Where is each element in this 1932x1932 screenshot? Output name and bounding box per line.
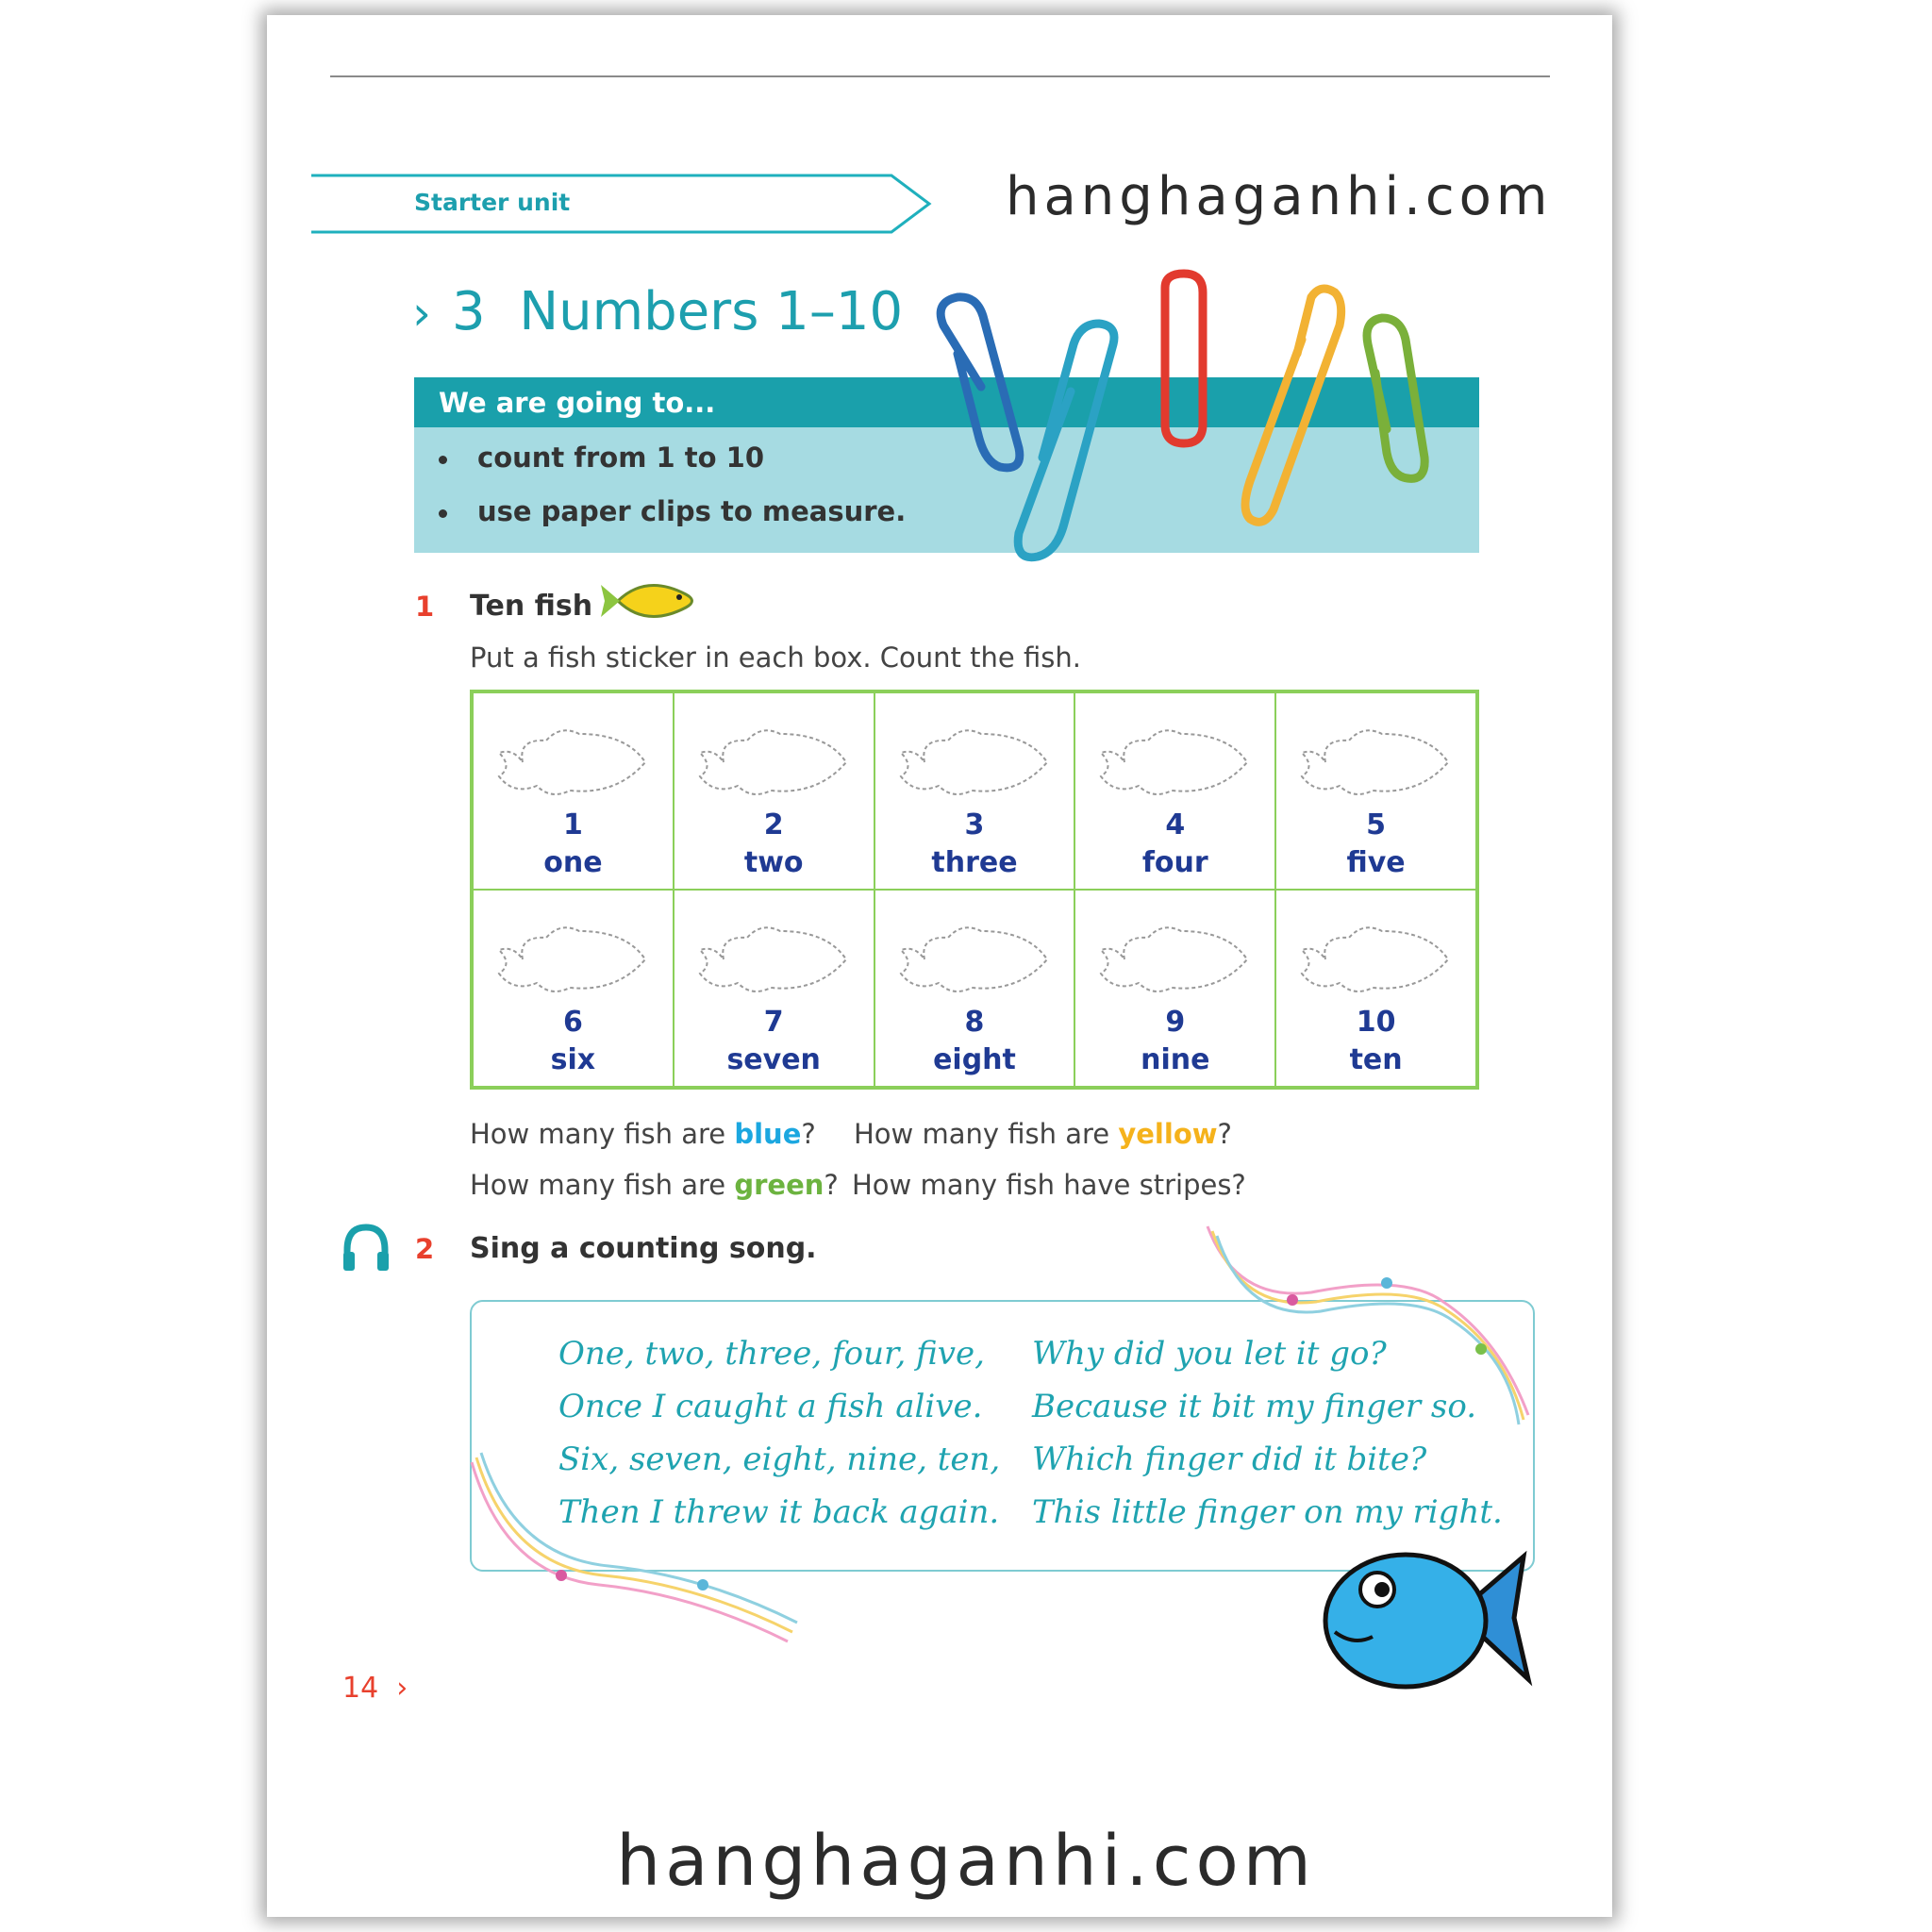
header-rule (330, 75, 1550, 77)
lyric-line: Because it bit my finger so. (1032, 1388, 1477, 1425)
green-clip (1367, 318, 1424, 478)
cell-word: one (543, 846, 603, 879)
sticker-box[interactable] (473, 890, 674, 1087)
blue-clip (941, 297, 1020, 468)
lyric-line: Six, seven, eight, nine, ten, (558, 1441, 1001, 1478)
sticker-box[interactable] (1275, 890, 1476, 1087)
cell-word: six (550, 1043, 596, 1076)
chevron-right-icon: › (412, 286, 431, 341)
cell-word: four (1141, 846, 1208, 879)
cell-word: seven (726, 1043, 821, 1076)
goal-item: use paper clips to measure. (439, 495, 906, 527)
sticker-box[interactable] (1074, 692, 1275, 890)
cell-number: 1 (562, 808, 583, 841)
lyric-line: Then I threw it back again. (558, 1493, 1000, 1531)
blue-fish-illustration (1316, 1538, 1533, 1703)
cell-number: 5 (1366, 808, 1387, 841)
question-yellow: How many fish are yellow? (854, 1118, 1232, 1150)
lyric-line: One, two, three, four, five, (558, 1335, 985, 1373)
exercise-2-title: Sing a counting song. (470, 1232, 817, 1265)
lyric-line: Which finger did it bite? (1032, 1441, 1427, 1478)
lesson-title-text: Numbers 1–10 (519, 281, 904, 342)
cell-word: two (743, 846, 804, 879)
fish-sticker-grid (470, 690, 1479, 1090)
fish-outline-icon (494, 917, 650, 1002)
unit-banner (311, 173, 934, 235)
fish-outline-icon (1096, 720, 1252, 805)
exercise-1-title: Ten fish (470, 590, 593, 623)
exercise-1-instruction: Put a fish sticker in each box. Count the fish. (470, 641, 1081, 674)
fish-outline-icon (1297, 720, 1453, 805)
cell-word: five (1346, 846, 1406, 879)
cell-number: 7 (763, 1006, 784, 1039)
cell-word: three (931, 846, 1018, 879)
sticker-box[interactable] (1074, 890, 1275, 1087)
red-clip (1165, 274, 1203, 443)
lesson-title (412, 281, 903, 342)
music-notes-decoration (1198, 1217, 1538, 1434)
cell-word: nine (1141, 1043, 1210, 1076)
sticker-box[interactable] (874, 890, 1075, 1087)
lyric-line: Once I caught a fish alive. (558, 1388, 983, 1425)
cell-number: 2 (763, 808, 784, 841)
watermark-bottom: hanghaganhi.com (616, 1821, 1316, 1902)
unit-label: Starter unit (414, 189, 571, 216)
cell-word: eight (933, 1043, 1016, 1076)
yellow-clip (1245, 289, 1341, 522)
fish-outline-icon (695, 917, 851, 1002)
goal-item: count from 1 to 10 (439, 441, 764, 474)
fish-outline-icon (896, 720, 1052, 805)
question-green: How many fish are green? (470, 1169, 839, 1201)
fish-outline-icon (896, 917, 1052, 1002)
sticker-box[interactable] (674, 890, 874, 1087)
question-blue: How many fish are blue? (470, 1118, 816, 1150)
cell-number: 3 (964, 808, 985, 841)
exercise-1-number: 1 (415, 591, 435, 623)
teal-clip (1018, 324, 1114, 558)
headphones-audio-icon[interactable] (340, 1222, 392, 1274)
exercise-2-number: 2 (415, 1233, 435, 1265)
paper-clips-illustration (924, 269, 1472, 571)
yellow-fish-icon (599, 574, 703, 628)
sticker-box[interactable] (1275, 692, 1476, 890)
page-number: 14 › (342, 1672, 408, 1705)
sticker-box[interactable] (473, 692, 674, 890)
fish-outline-icon (494, 720, 650, 805)
sticker-box[interactable] (874, 692, 1075, 890)
lyric-line: This little finger on my right. (1032, 1493, 1503, 1531)
cell-number: 10 (1356, 1006, 1396, 1039)
music-notes-decoration (467, 1443, 807, 1651)
fish-outline-icon (695, 720, 851, 805)
fish-outline-icon (1297, 917, 1453, 1002)
question-stripes: How many fish have stripes? (852, 1169, 1246, 1201)
cell-number: 4 (1165, 808, 1186, 841)
watermark-top: hanghaganhi.com (1006, 166, 1553, 227)
goals-heading: We are going to... (414, 377, 1479, 427)
chevron-right-icon: › (396, 1672, 408, 1705)
cell-number: 8 (964, 1006, 985, 1039)
lyric-line: Why did you let it go? (1032, 1335, 1387, 1373)
fish-outline-icon (1096, 917, 1252, 1002)
cell-number: 6 (562, 1006, 583, 1039)
cell-number: 9 (1165, 1006, 1186, 1039)
cell-word: ten (1349, 1043, 1403, 1076)
lesson-number: 3 (452, 281, 486, 342)
sticker-box[interactable] (674, 692, 874, 890)
